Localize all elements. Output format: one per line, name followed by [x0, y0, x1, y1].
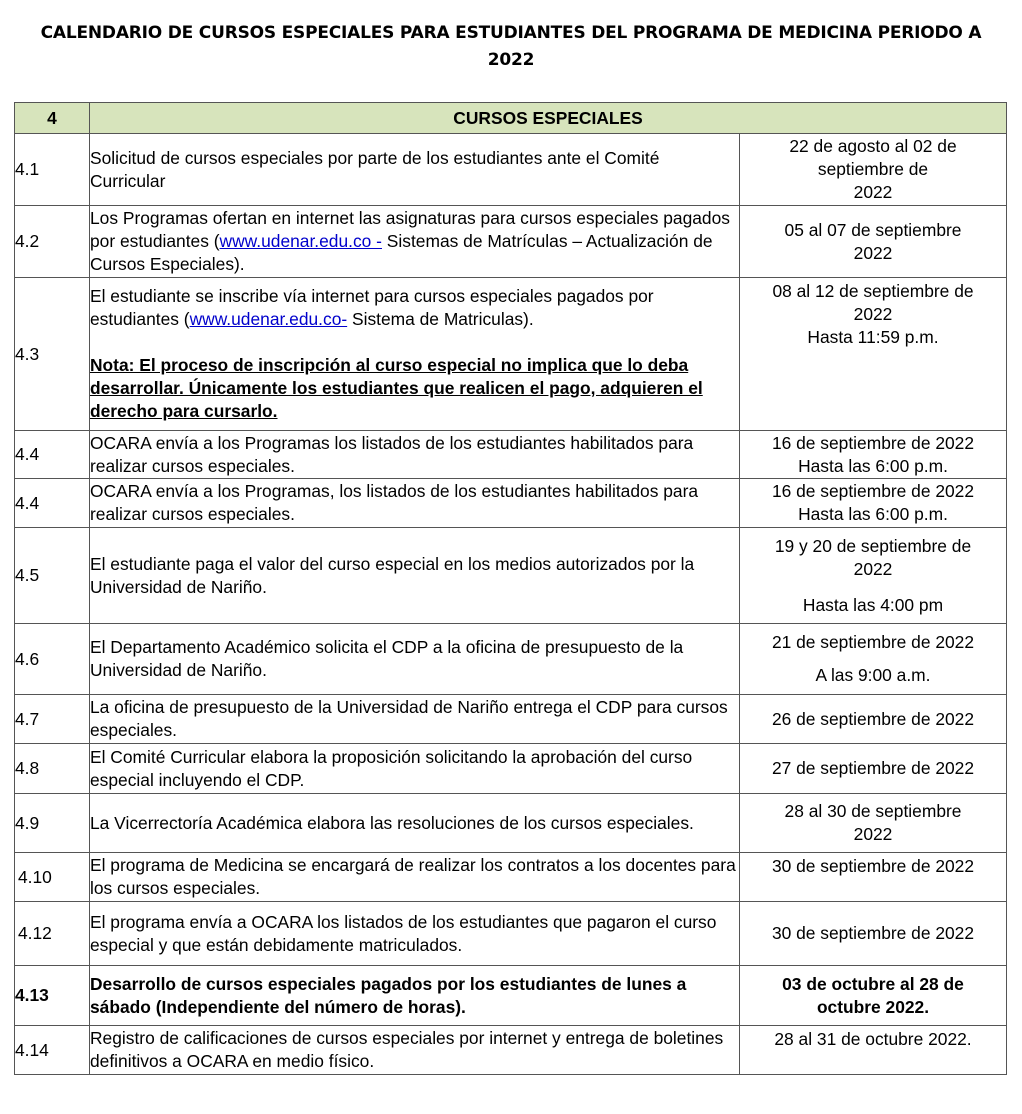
description-text: Sistemas de Matrículas – Actualización de Cursos Especiales). — [90, 231, 713, 274]
row-description: La oficina de presupuesto de la Universidad de Nariño entrega el CDP para cursos especiales. — [90, 695, 740, 744]
date-line: 22 de agosto al 02 de — [789, 136, 957, 156]
row-date — [740, 528, 1007, 624]
date-line: Hasta las 4:00 pm — [802, 594, 944, 615]
row-date — [740, 853, 1007, 902]
row-number: 4.12 — [15, 902, 90, 966]
row-date — [740, 479, 1007, 528]
date-line: 2022 — [853, 824, 893, 844]
table-row — [15, 902, 1007, 966]
table-row — [15, 744, 1007, 794]
row-description: La Vicerrectoría Académica elabora las resoluciones de los cursos especiales. — [90, 794, 740, 853]
date-line: 16 de septiembre de 2022 — [771, 481, 975, 501]
row-description: Registro de calificaciones de cursos especiales por internet y entrega de boletines definitivos a OCARA en medio físico. — [90, 1026, 740, 1075]
table-row — [15, 695, 1007, 744]
date-line: 03 de octubre al 28 de — [782, 973, 964, 994]
spacer — [740, 581, 1006, 594]
date-line: 26 de septiembre de 2022 — [771, 708, 975, 729]
row-date — [740, 278, 1007, 431]
row-number: 4.9 — [15, 794, 90, 853]
row-number: 4.6 — [15, 624, 90, 695]
row-number: 4.4 — [15, 479, 90, 528]
row-number: 4.2 — [15, 206, 90, 278]
row-number: 4.4 — [15, 431, 90, 479]
row-number: 4.5 — [15, 528, 90, 624]
row-number: 4.10 — [15, 853, 90, 902]
table-row — [15, 528, 1007, 624]
title-line-2: 2022 — [487, 50, 535, 70]
date-line: 21 de septiembre de 2022 — [771, 632, 975, 652]
row-number: 4.8 — [15, 744, 90, 794]
description-text: Sistema de Matriculas). — [347, 309, 534, 329]
date-line: Hasta 11:59 p.m. — [807, 327, 939, 347]
date-line: Hasta las 6:00 p.m. — [798, 504, 948, 524]
page-title — [0, 20, 1022, 74]
row-date — [740, 966, 1007, 1026]
row-date — [740, 206, 1007, 278]
table-row — [15, 1026, 1007, 1075]
table-header-row — [15, 103, 1007, 134]
row-description: El programa envía a OCARA los listados de los estudiantes que pagaron el curso especial y que están debidamente matriculados. — [90, 902, 740, 966]
date-line: A las 9:00 a.m. — [815, 665, 931, 685]
table-row — [15, 966, 1007, 1026]
row-description — [90, 278, 740, 431]
udenar-link[interactable]: www.udenar.edu.co - — [219, 231, 382, 251]
date-line: 2022 — [853, 242, 893, 263]
date-line: octubre 2022. — [816, 996, 930, 1017]
table-row — [15, 624, 1007, 695]
row-date — [740, 744, 1007, 794]
row-number: 4.13 — [15, 966, 90, 1026]
table-row — [15, 794, 1007, 853]
row-number: 4.1 — [15, 134, 90, 206]
row-description: Desarrollo de cursos especiales pagados por los estudiantes de lunes a sábado (Independiente del número de horas). — [90, 966, 740, 1026]
row-description: El estudiante paga el valor del curso especial en los medios autorizados por la Universidad de Nariño. — [90, 528, 740, 624]
udenar-link[interactable]: www.udenar.edu.co- — [189, 309, 348, 329]
date-line: 28 al 31 de octubre 2022. — [774, 1029, 972, 1049]
schedule-table — [14, 102, 1007, 1075]
date-line: 2022 — [853, 182, 893, 202]
row-number: 4.7 — [15, 695, 90, 744]
table-row — [15, 431, 1007, 479]
row-description: El Comité Curricular elabora la proposición solicitando la aprobación del curso especial incluyendo el CDP. — [90, 744, 740, 794]
description-text: El estudiante se inscribe vía internet para cursos especiales pagados por estudiantes ( — [90, 286, 654, 329]
table-row — [15, 134, 1007, 206]
date-line: 16 de septiembre de 2022 — [771, 432, 975, 453]
table-row — [15, 278, 1007, 431]
row-date — [740, 134, 1007, 206]
date-line: 28 al 30 de septiembre — [784, 801, 962, 821]
row-date — [740, 902, 1007, 966]
row-description — [90, 206, 740, 278]
table-row — [15, 206, 1007, 278]
title-line-1: CALENDARIO DE CURSOS ESPECIALES PARA ESTUDIANTES DEL PROGRAMA DE MEDICINA PERIODO A — [40, 23, 982, 43]
date-line: 2022 — [853, 558, 893, 579]
header-label: CURSOS ESPECIALES — [90, 103, 1007, 134]
row-description: OCARA envía a los Programas, los listados de los estudiantes habilitados para realizar cursos especiales. — [90, 479, 740, 528]
table-row — [15, 853, 1007, 902]
date-line: 08 al 12 de septiembre de — [772, 281, 974, 301]
date-line: 19 y 20 de septiembre de — [774, 535, 972, 556]
row-description: El programa de Medicina se encargará de realizar los contratos a los docentes para los cursos especiales. — [90, 853, 740, 902]
row-date — [740, 431, 1007, 479]
date-line: 2022 — [853, 304, 893, 324]
row-date — [740, 624, 1007, 695]
description-text: Los Programas ofertan en internet las asignaturas para cursos especiales pagados por estudiantes ( — [90, 208, 730, 251]
date-line: 27 de septiembre de 2022 — [771, 758, 975, 778]
row-number: 4.3 — [15, 278, 90, 431]
date-line: 30 de septiembre de 2022 — [771, 856, 975, 876]
registration-note: Nota: El proceso de inscripción al curso especial no implica que lo deba desarrollar. Únicamente los estudiantes que realicen el pago, adquieren el derecho para cursarlo. — [90, 355, 703, 421]
date-line: 30 de septiembre de 2022 — [771, 923, 975, 943]
date-line: 05 al 07 de septiembre — [784, 219, 962, 240]
row-date — [740, 695, 1007, 744]
spacer — [740, 654, 1006, 664]
row-date — [740, 794, 1007, 853]
row-description: Solicitud de cursos especiales por parte de los estudiantes ante el Comité Curricular — [90, 134, 740, 206]
date-line: Hasta las 6:00 p.m. — [798, 455, 948, 476]
row-description: El Departamento Académico solicita el CDP a la oficina de presupuesto de la Universidad de Nariño. — [90, 624, 740, 695]
date-line: septiembre de — [817, 159, 929, 179]
header-number: 4 — [15, 103, 90, 134]
table-row — [15, 479, 1007, 528]
row-description: OCARA envía a los Programas los listados de los estudiantes habilitados para realizar cursos especiales. — [90, 431, 740, 479]
row-number: 4.14 — [15, 1026, 90, 1075]
row-date — [740, 1026, 1007, 1075]
